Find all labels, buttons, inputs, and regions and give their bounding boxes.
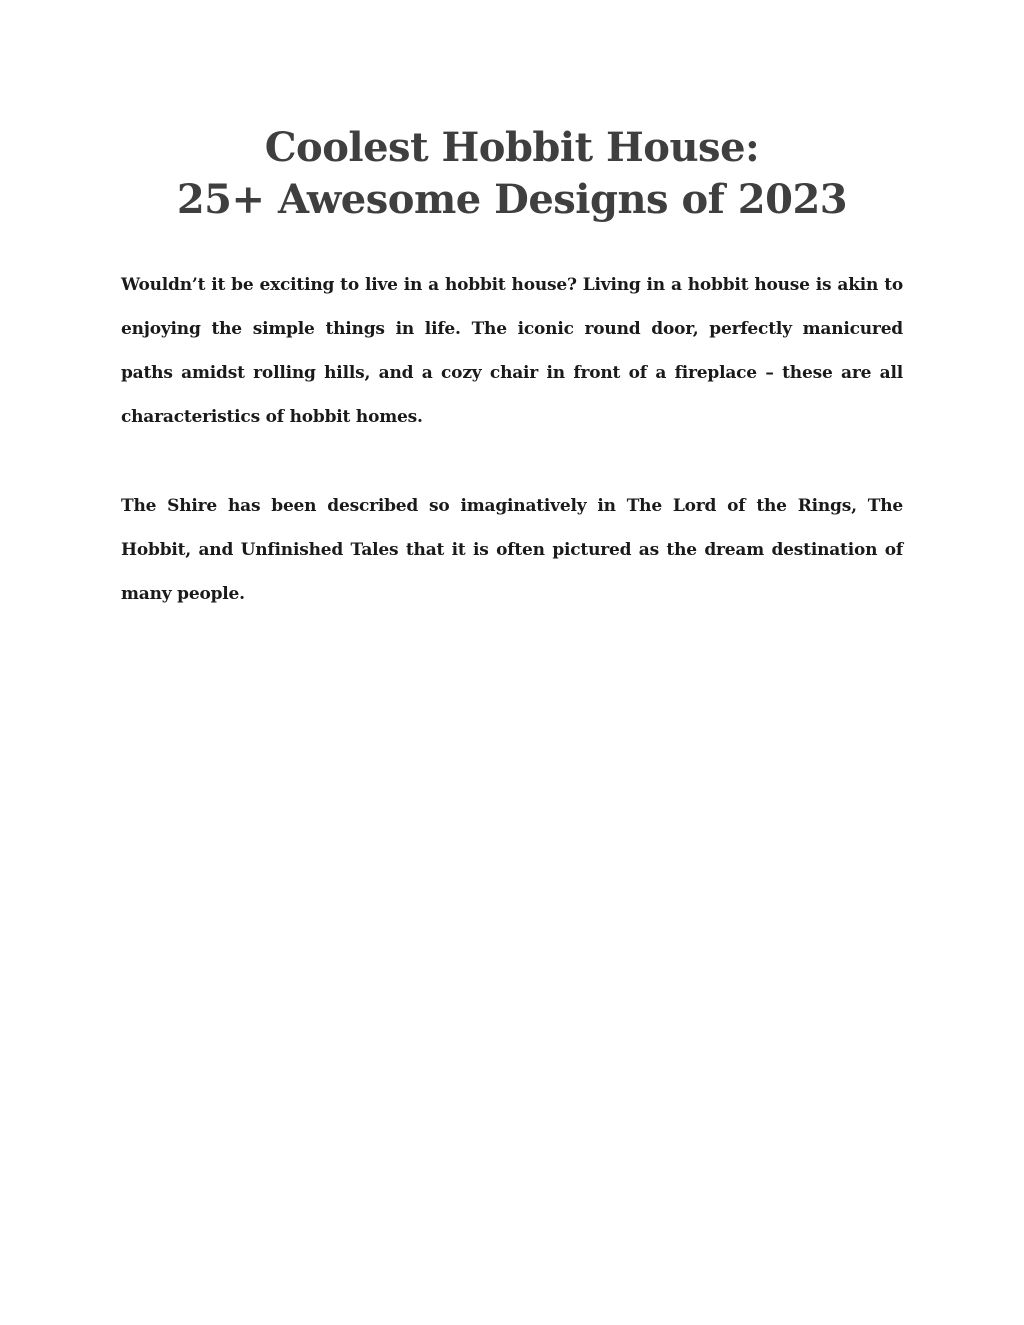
- title-line-1: Coolest Hobbit House:: [264, 124, 760, 171]
- intro-paragraph: Wouldn’t it be exciting to live in a hobbit house? Living in a hobbit house is akin to enjoying the simple things in life. The iconic round door, perfectly manicured paths amidst rolling hills, and a cozy chair in front of a fireplace – these are all characteristics of hobbit homes.: [121, 275, 903, 427]
- page-title: [0, 122, 1024, 226]
- title-line-2: 25+ Awesome Designs of 2023: [176, 176, 848, 223]
- shire-paragraph: The Shire has been described so imaginatively in The Lord of the Rings, The Hobbit, and Unfinished Tales that it is often pictured as the dream destination of many people.: [121, 496, 903, 604]
